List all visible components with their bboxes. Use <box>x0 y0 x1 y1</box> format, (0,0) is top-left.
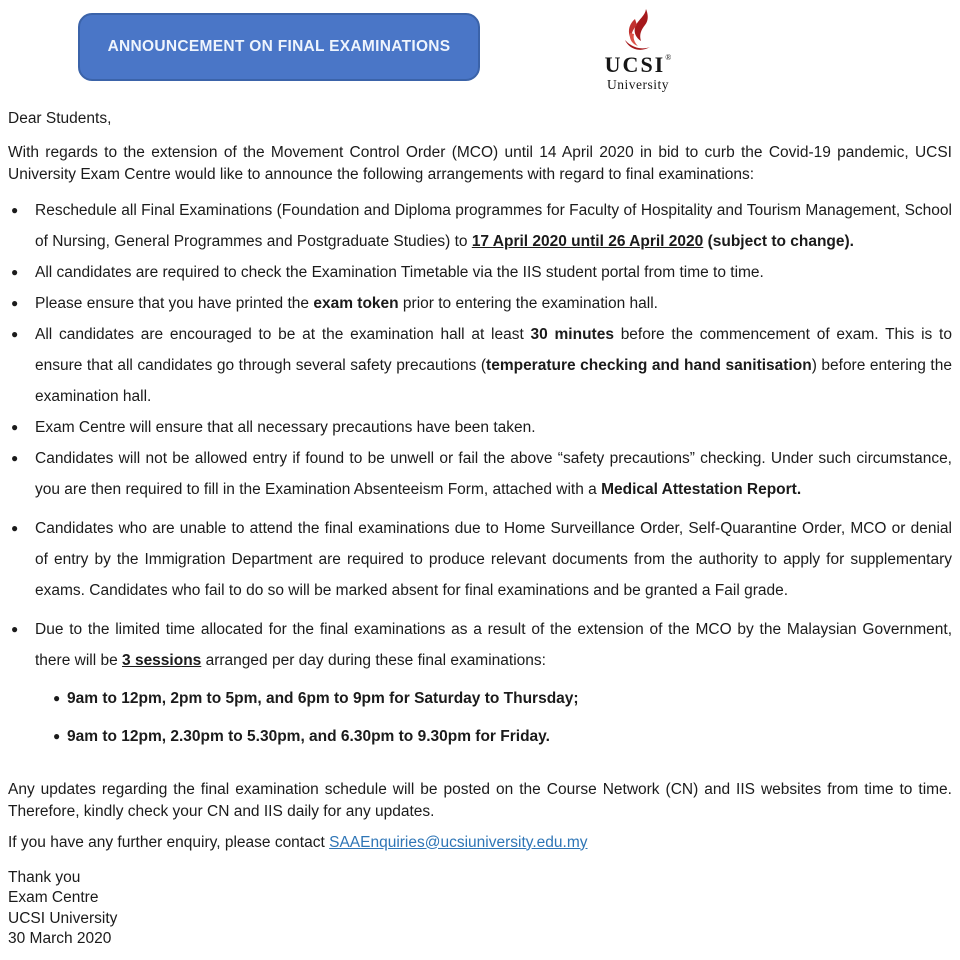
logo-wordmark <box>592 54 684 76</box>
flame-icon <box>617 9 659 53</box>
logo-subtitle: University <box>607 77 669 92</box>
text-segment: temperature checking and hand sanitisation <box>486 356 812 374</box>
header <box>8 0 952 92</box>
bullet-dot: ● <box>53 690 61 705</box>
bullet-dot: ● <box>11 295 19 310</box>
bullet-dot: ● <box>11 202 19 217</box>
text-segment: before the commencement of exam. This is to ensure that all candidates go through several safety precautions ( <box>35 325 952 374</box>
bullet-item-reschedule <box>8 195 952 257</box>
text-segment: 9am to 12pm, 2.30pm to 5.30pm, and 6.30pm to 9.30pm for Friday. <box>67 727 550 745</box>
bullet-text <box>35 412 952 443</box>
bullet-item-timetable <box>8 257 952 288</box>
session-list <box>42 683 952 752</box>
text-segment: 9am to 12pm, 2pm to 5pm, and 6pm to 9pm for Saturday to Thursday; <box>67 689 579 707</box>
text-segment: (subject to change). <box>703 232 854 250</box>
text-segment: 3 sessions <box>122 651 202 669</box>
bullet-text <box>35 513 952 606</box>
announcement-list <box>8 195 952 676</box>
bullet-dot: ● <box>11 621 19 636</box>
bullet-text <box>35 614 952 676</box>
bullet-dot: ● <box>11 419 19 434</box>
session-text <box>67 721 952 752</box>
ucsi-logo <box>592 9 684 92</box>
text-segment: Due to the limited time allocated for the final examinations as a result of the extension of the MCO by the Malaysian Government, there will be <box>35 620 952 669</box>
text-segment: Please ensure that you have printed the <box>35 294 314 312</box>
text-segment: 17 April 2020 until 26 April 2020 <box>471 232 704 250</box>
bullet-item-unable-to-attend <box>8 513 952 606</box>
logo-acronym: UCSI <box>604 52 666 77</box>
text-segment: arranged per day during these final examinations: <box>201 651 546 669</box>
letter-body <box>8 108 952 950</box>
greeting: Dear Students, <box>8 109 112 127</box>
bullet-dot: ● <box>11 450 19 465</box>
text-segment: All candidates are encouraged to be at the examination hall at least <box>35 325 531 343</box>
bullet-item-arrival <box>8 319 952 412</box>
signature-block <box>8 868 952 950</box>
bullet-item-sessions <box>8 614 952 676</box>
bullet-dot: ● <box>11 326 19 341</box>
bullet-dot: ● <box>53 728 61 743</box>
banner-title: ANNOUNCEMENT ON FINAL EXAMINATIONS <box>107 38 451 55</box>
text-segment: If you have any further enquiry, please contact <box>8 833 330 851</box>
signature-org: UCSI University <box>8 909 118 927</box>
session-item-friday <box>42 721 952 752</box>
announcement-banner <box>78 13 480 81</box>
text-segment: Candidates will not be allowed entry if found to be unwell or fail the above “safety precautions” checking. Under such circumstance, you are then required to fill in the Examination Absenteeism Form, attached with a <box>35 449 952 498</box>
session-item-sat-thu <box>42 683 952 714</box>
bullet-text <box>35 257 952 288</box>
text-segment: 30 minutes <box>530 325 614 343</box>
text-segment: Exam Centre will ensure that all necessary precautions have been taken. <box>35 418 536 436</box>
bullet-text <box>35 195 952 257</box>
registered-mark: ® <box>665 53 672 62</box>
bullet-dot: ● <box>11 264 19 279</box>
bullet-item-precautions <box>8 412 952 443</box>
text-segment: All candidates are required to check the Examination Timetable via the IIS student portal from time to time. <box>35 263 764 281</box>
signature-thanks: Thank you <box>8 868 81 886</box>
session-text <box>67 683 952 714</box>
closing-paragraph: Any updates regarding the final examination schedule will be posted on the Course Network (CN) and IIS websites from time to time. Therefore, kindly check your CN and IIS daily for any updates. <box>8 780 952 820</box>
email-link[interactable]: SAAEnquiries@ucsiuniversity.edu.my <box>329 833 588 851</box>
bullet-item-entry-denied <box>8 443 952 505</box>
enquiry-line <box>8 832 952 854</box>
intro-paragraph: With regards to the extension of the Movement Control Order (MCO) until 14 April 2020 in bid to curb the Covid-19 pandemic, UCSI University Exam Centre would like to announce the following arrangements with regard to final examinations: <box>8 143 952 183</box>
bullet-dot: ● <box>11 520 19 535</box>
text-segment: exam token <box>313 294 399 312</box>
bullet-text <box>35 319 952 412</box>
text-segment: prior to entering the examination hall. <box>398 294 658 312</box>
bullet-text <box>35 288 952 319</box>
text-segment: Medical Attestation Report. <box>601 480 802 498</box>
text-segment: Candidates who are unable to attend the final examinations due to Home Surveillance Order, Self-Quarantine Order, MCO or denial of entry by the Immigration Department are required to produce relevant documents from the authority to apply for supplementary exams. Candidates who fail to do so will be marked absent for final examinations and be granted a Fail grade. <box>35 519 952 599</box>
text-segment: Reschedule all Final Examinations (Foundation and Diploma programmes for Faculty of Hospitality and Tourism Management, School of Nursing, General Programmes and Postgraduate Studies) to <box>35 201 952 250</box>
bullet-item-exam-token <box>8 288 952 319</box>
bullet-text <box>35 443 952 505</box>
signature-dept: Exam Centre <box>8 889 99 906</box>
text-segment: ) before entering the examination hall. <box>35 356 952 405</box>
signature-date: 30 March 2020 <box>8 930 112 947</box>
